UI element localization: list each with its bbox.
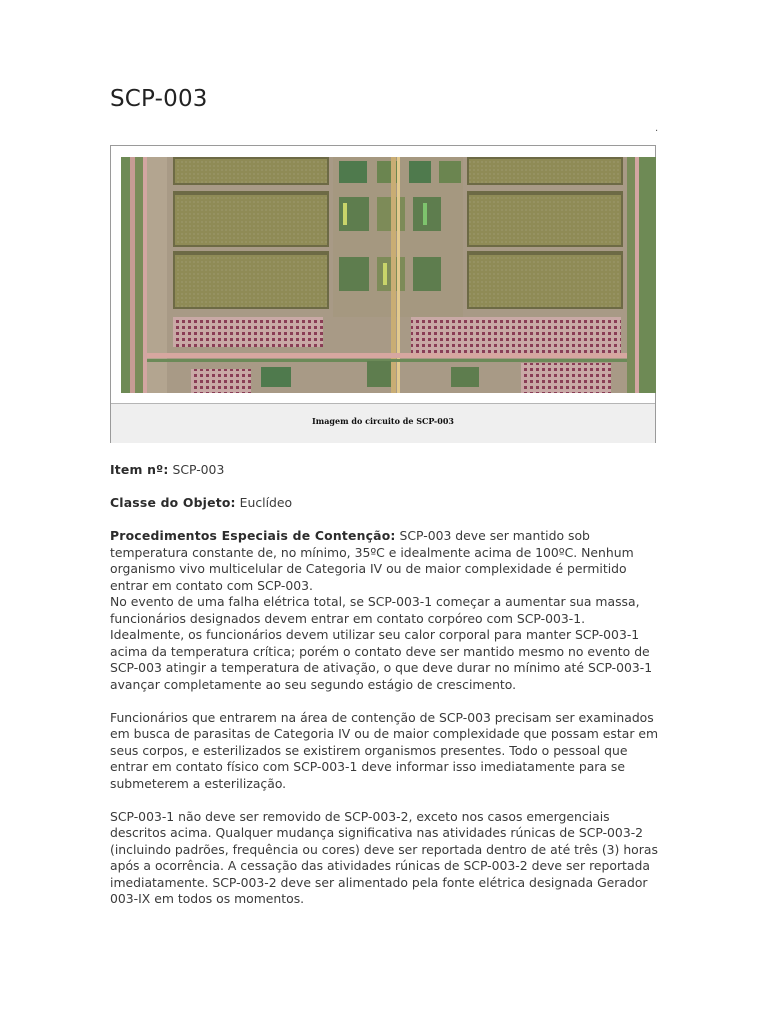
procedures-paragraph-3: Funcionários que entrarem na área de contenção de SCP-003 precisam ser examinados em busca de parasitas de Categoria IV ou de maior complexidade que possam estar em seus corpos, e esterilizados se existirem organismos presentes. Todo o pessoal que entrar em contato físico com SCP-003-1 deve informar isso imediatamente para se submeterem a esterilização. [110, 709, 659, 791]
procedures-label: Procedimentos Especiais de Contenção: [110, 528, 396, 543]
item-number-value: SCP-003 [172, 462, 225, 477]
object-class-label: Classe do Objeto: [110, 495, 236, 510]
figure-box [110, 145, 656, 443]
figure-caption-bar [111, 403, 655, 443]
procedures-lead-text: SCP-003 deve ser mantido sob temperatura constante de, no mínimo, 35ºC e idealmente acima de 100ºC. Nenhum organismo vivo multicelular de Categoria IV ou de maior complexidade é permitido entrar em contato com SCP-003. [110, 528, 634, 593]
page-title: SCP-003 [110, 86, 208, 112]
procedures-paragraph-2: No evento de uma falha elétrica total, se SCP-003-1 começar a aumentar sua massa, funcionários designados devem entrar em contato corpóreo com SCP-003-1. Idealmente, os funcionários devem utilizar seu calor corporal para manter SCP-003-1 acima da temperatura crítica; porém o contato deve ser mantido mesmo no evento de SCP-003 atingir a temperatura de ativação, o que deve durar no mínimo até SCP-003-1 avançar completamente ao seu segundo estágio de crescimento. [110, 594, 653, 692]
corner-mark: . [655, 123, 659, 134]
object-class-value: Euclídeo [239, 495, 293, 510]
item-number-field [110, 462, 662, 479]
circuit-image [121, 157, 656, 393]
procedures-paragraph-1 [110, 528, 662, 594]
procedures-paragraph-4: SCP-003-1 não deve ser removido de SCP-003-2, exceto nos casos emergenciais descritos acima. Qualquer mudança significativa nas atividades rúnicas de SCP-003-2 (incluindo padrões, frequência ou cores) deve ser reportada dentro de até três (3) horas após a ocorrência. A cessação das atividades rúnicas de SCP-003-2 deve ser reportada imediatamente. SCP-003-2 deve ser alimentado pela fonte elétrica designada Gerador 003-IX em todos os momentos. [110, 808, 658, 906]
figure-caption: Imagem do circuito de SCP-003 [312, 416, 454, 426]
item-number-label: Item nº: [110, 462, 169, 477]
object-class-field [110, 495, 662, 512]
article-body [110, 462, 662, 924]
